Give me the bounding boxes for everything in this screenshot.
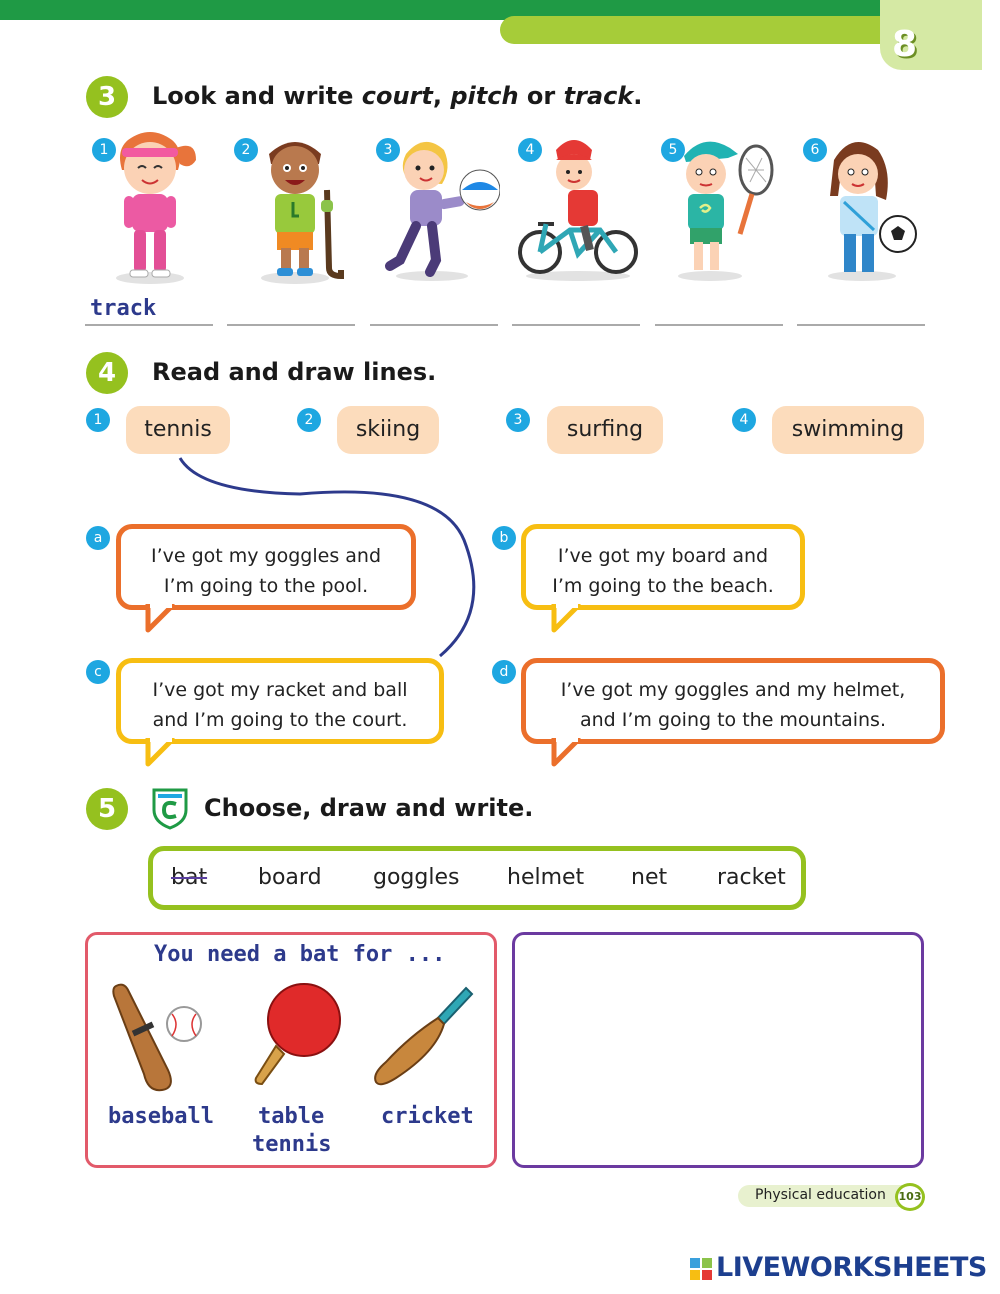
- answer-line-3[interactable]: [370, 324, 498, 326]
- sport-cricket: cricket: [381, 1104, 474, 1129]
- competence-shield-icon: [150, 786, 190, 830]
- bubble-a-tail: [144, 604, 184, 634]
- word-number-2: 2: [297, 408, 321, 432]
- sport-baseball: baseball: [108, 1104, 214, 1129]
- exercise-3-number: 3: [86, 76, 128, 118]
- bubble-c-tail: [144, 738, 184, 768]
- exercise-3-title: Look and write court, pitch or track.: [152, 82, 643, 110]
- bubble-d-tail: [550, 738, 590, 768]
- speech-bubble-d[interactable]: I’ve got my goggles and my helmet, and I’m going to the mountains.: [521, 658, 945, 744]
- liveworksheets-watermark: LIVEWORKSHEETS: [716, 1252, 987, 1283]
- drawing-area[interactable]: [512, 932, 924, 1168]
- item-number-6: 6: [803, 138, 827, 162]
- answer-line-5[interactable]: [655, 324, 783, 326]
- word-surfing[interactable]: surfing: [547, 406, 663, 454]
- answer-line-6[interactable]: [797, 324, 925, 326]
- tennis-boy-illustration: [668, 130, 788, 288]
- answer-line-2[interactable]: [227, 324, 355, 326]
- hockey-boy-illustration: [245, 130, 365, 288]
- bubble-letter-d: d: [492, 660, 516, 684]
- bubble-letter-a: a: [86, 526, 110, 550]
- exercise-4-title: Read and draw lines.: [152, 358, 437, 386]
- item-number-3: 3: [376, 138, 400, 162]
- exercise-5-title: Choose, draw and write.: [204, 794, 534, 822]
- item-number-1: 1: [92, 138, 116, 162]
- example-heading: You need a bat for ...: [154, 942, 446, 967]
- word-bank-bat[interactable]: bat: [171, 865, 208, 890]
- item-number-4: 4: [518, 138, 542, 162]
- cyclist-illustration: [518, 130, 638, 288]
- liveworksheets-logo-icon: [690, 1252, 714, 1286]
- exercise-5-number: 5: [86, 788, 128, 830]
- word-tennis[interactable]: tennis: [126, 406, 230, 454]
- footer-subject: Physical education: [755, 1187, 886, 1203]
- word-number-3: 3: [506, 408, 530, 432]
- girl-runner-illustration: [100, 130, 220, 288]
- word-bank-goggles[interactable]: goggles: [373, 865, 460, 890]
- answer-line-1[interactable]: [85, 324, 213, 326]
- word-skiing[interactable]: skiing: [337, 406, 439, 454]
- speech-bubble-b[interactable]: I’ve got my board and I’m going to the beach.: [521, 524, 805, 610]
- bubble-letter-b: b: [492, 526, 516, 550]
- bubble-b-tail: [550, 604, 590, 634]
- word-bank-helmet[interactable]: helmet: [507, 865, 585, 890]
- sport-tennis: tennis: [252, 1132, 332, 1157]
- unit-number: 8: [892, 24, 918, 65]
- volleyball-girl-illustration: [380, 130, 500, 288]
- word-bank-net[interactable]: net: [631, 865, 668, 890]
- word-swimming[interactable]: swimming: [772, 406, 924, 454]
- word-bank-board[interactable]: board: [258, 865, 322, 890]
- answer-1-text: track: [90, 296, 157, 321]
- word-number-1: 1: [86, 408, 110, 432]
- word-bank: [148, 846, 806, 910]
- header-accent-bar: [500, 16, 900, 44]
- word-bank-racket[interactable]: racket: [717, 865, 786, 890]
- table-tennis-bat-icon: [248, 980, 344, 1090]
- page-number: 103: [895, 1183, 925, 1211]
- answer-line-4[interactable]: [512, 324, 640, 326]
- bubble-letter-c: c: [86, 660, 110, 684]
- cricket-bat-icon: [366, 982, 476, 1092]
- football-girl-illustration: [806, 130, 926, 288]
- baseball-bat-icon: [102, 978, 206, 1094]
- item-number-5: 5: [661, 138, 685, 162]
- speech-bubble-c[interactable]: I’ve got my racket and ball and I’m going to the court.: [116, 658, 444, 744]
- exercise-4-number: 4: [86, 352, 128, 394]
- item-number-2: 2: [234, 138, 258, 162]
- sport-table: table: [258, 1104, 325, 1129]
- speech-bubble-a[interactable]: I’ve got my goggles and I’m going to the pool.: [116, 524, 416, 610]
- word-number-4: 4: [732, 408, 756, 432]
